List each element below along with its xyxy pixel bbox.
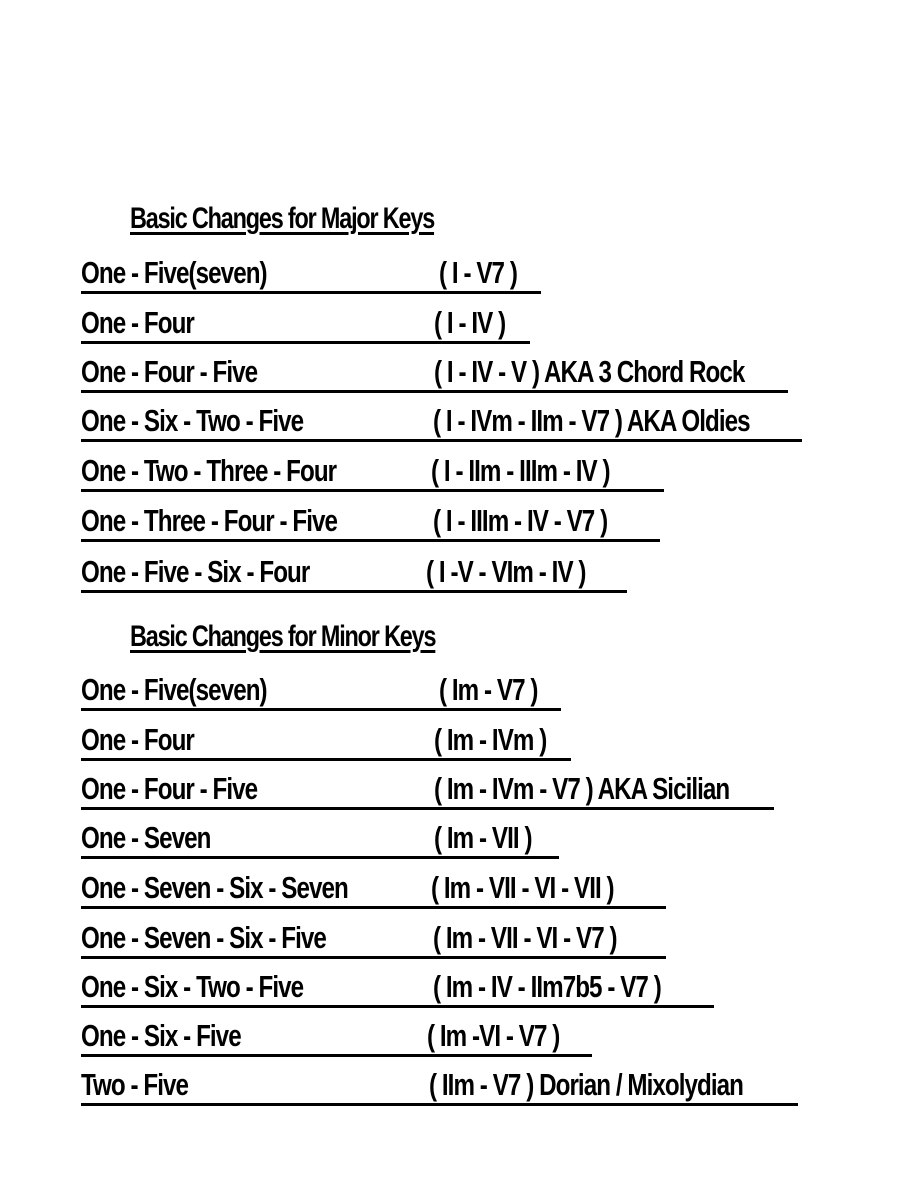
progression-name: One - Six - Two - Five [81,403,304,438]
chord-progression: ( Im - V7 ) [439,672,538,707]
chord-progression: ( I - IIIm - IV - V7 ) [433,503,608,538]
chord-progression: ( I - IV - V ) AKA 3 Chord Rock [434,354,745,389]
progression-name: One - Four - Five [81,771,258,806]
chord-progression: ( Im - IV - IIm7b5 - V7 ) [433,969,661,1004]
major-row [81,354,788,393]
chord-progression: ( I - IV ) [434,305,506,340]
chord-progression: ( Im - IVm - V7 ) AKA Sicilian [434,771,730,806]
minor-row [81,920,666,959]
major-row [81,305,530,344]
minor-row [81,1018,592,1057]
chord-progression: ( Im - VII - VI - VII ) [431,870,614,905]
major-row [81,554,627,593]
chord-progression: ( I - IVm - IIm - V7 ) AKA Oldies [433,403,750,438]
progression-name: One - Four - Five [81,354,258,389]
progression-name: One - Five(seven) [81,672,267,707]
progression-name: Two - Five [81,1067,189,1102]
progression-name: One - Four [81,722,194,757]
progression-name: One - Two - Three - Four [81,453,337,488]
chord-progression: ( I - V7 ) [439,255,517,290]
chord-progression: ( Im - VII - VI - V7 ) [433,920,617,955]
major-row [81,255,541,294]
minor-row [81,722,571,761]
chord-progression: ( I - IIm - IIIm - IV ) [431,453,610,488]
progression-name: One - Three - Four - Five [81,503,338,538]
major-row [81,403,802,442]
major-row [81,453,664,492]
chord-progression: ( Im - VII ) [434,820,532,855]
progression-name: One - Four [81,305,194,340]
chord-progression: ( IIm - V7 ) Dorian / Mixolydian [429,1067,743,1102]
minor-row [81,870,666,909]
progression-name: One - Five - Six - Four [81,554,310,589]
minor-row [81,672,561,711]
major-row [81,503,660,542]
minor-row [81,1067,798,1106]
major-keys-heading: Basic Changes for Major Keys [130,202,435,235]
progression-name: One - Six - Five [81,1018,241,1053]
progression-name: One - Seven - Six - Five [81,920,326,955]
minor-row [81,969,714,1008]
chord-progression: ( Im -VI - V7 ) [427,1018,560,1053]
minor-row [81,771,774,810]
progression-name: One - Six - Two - Five [81,969,304,1004]
progression-name: One - Seven [81,820,211,855]
progression-name: One - Five(seven) [81,255,267,290]
minor-row [81,820,559,859]
progression-name: One - Seven - Six - Seven [81,870,348,905]
chord-progression: ( Im - IVm ) [434,722,547,757]
minor-keys-heading: Basic Changes for Minor Keys [130,620,436,653]
chord-progression: ( I -V - VIm - IV ) [426,554,586,589]
